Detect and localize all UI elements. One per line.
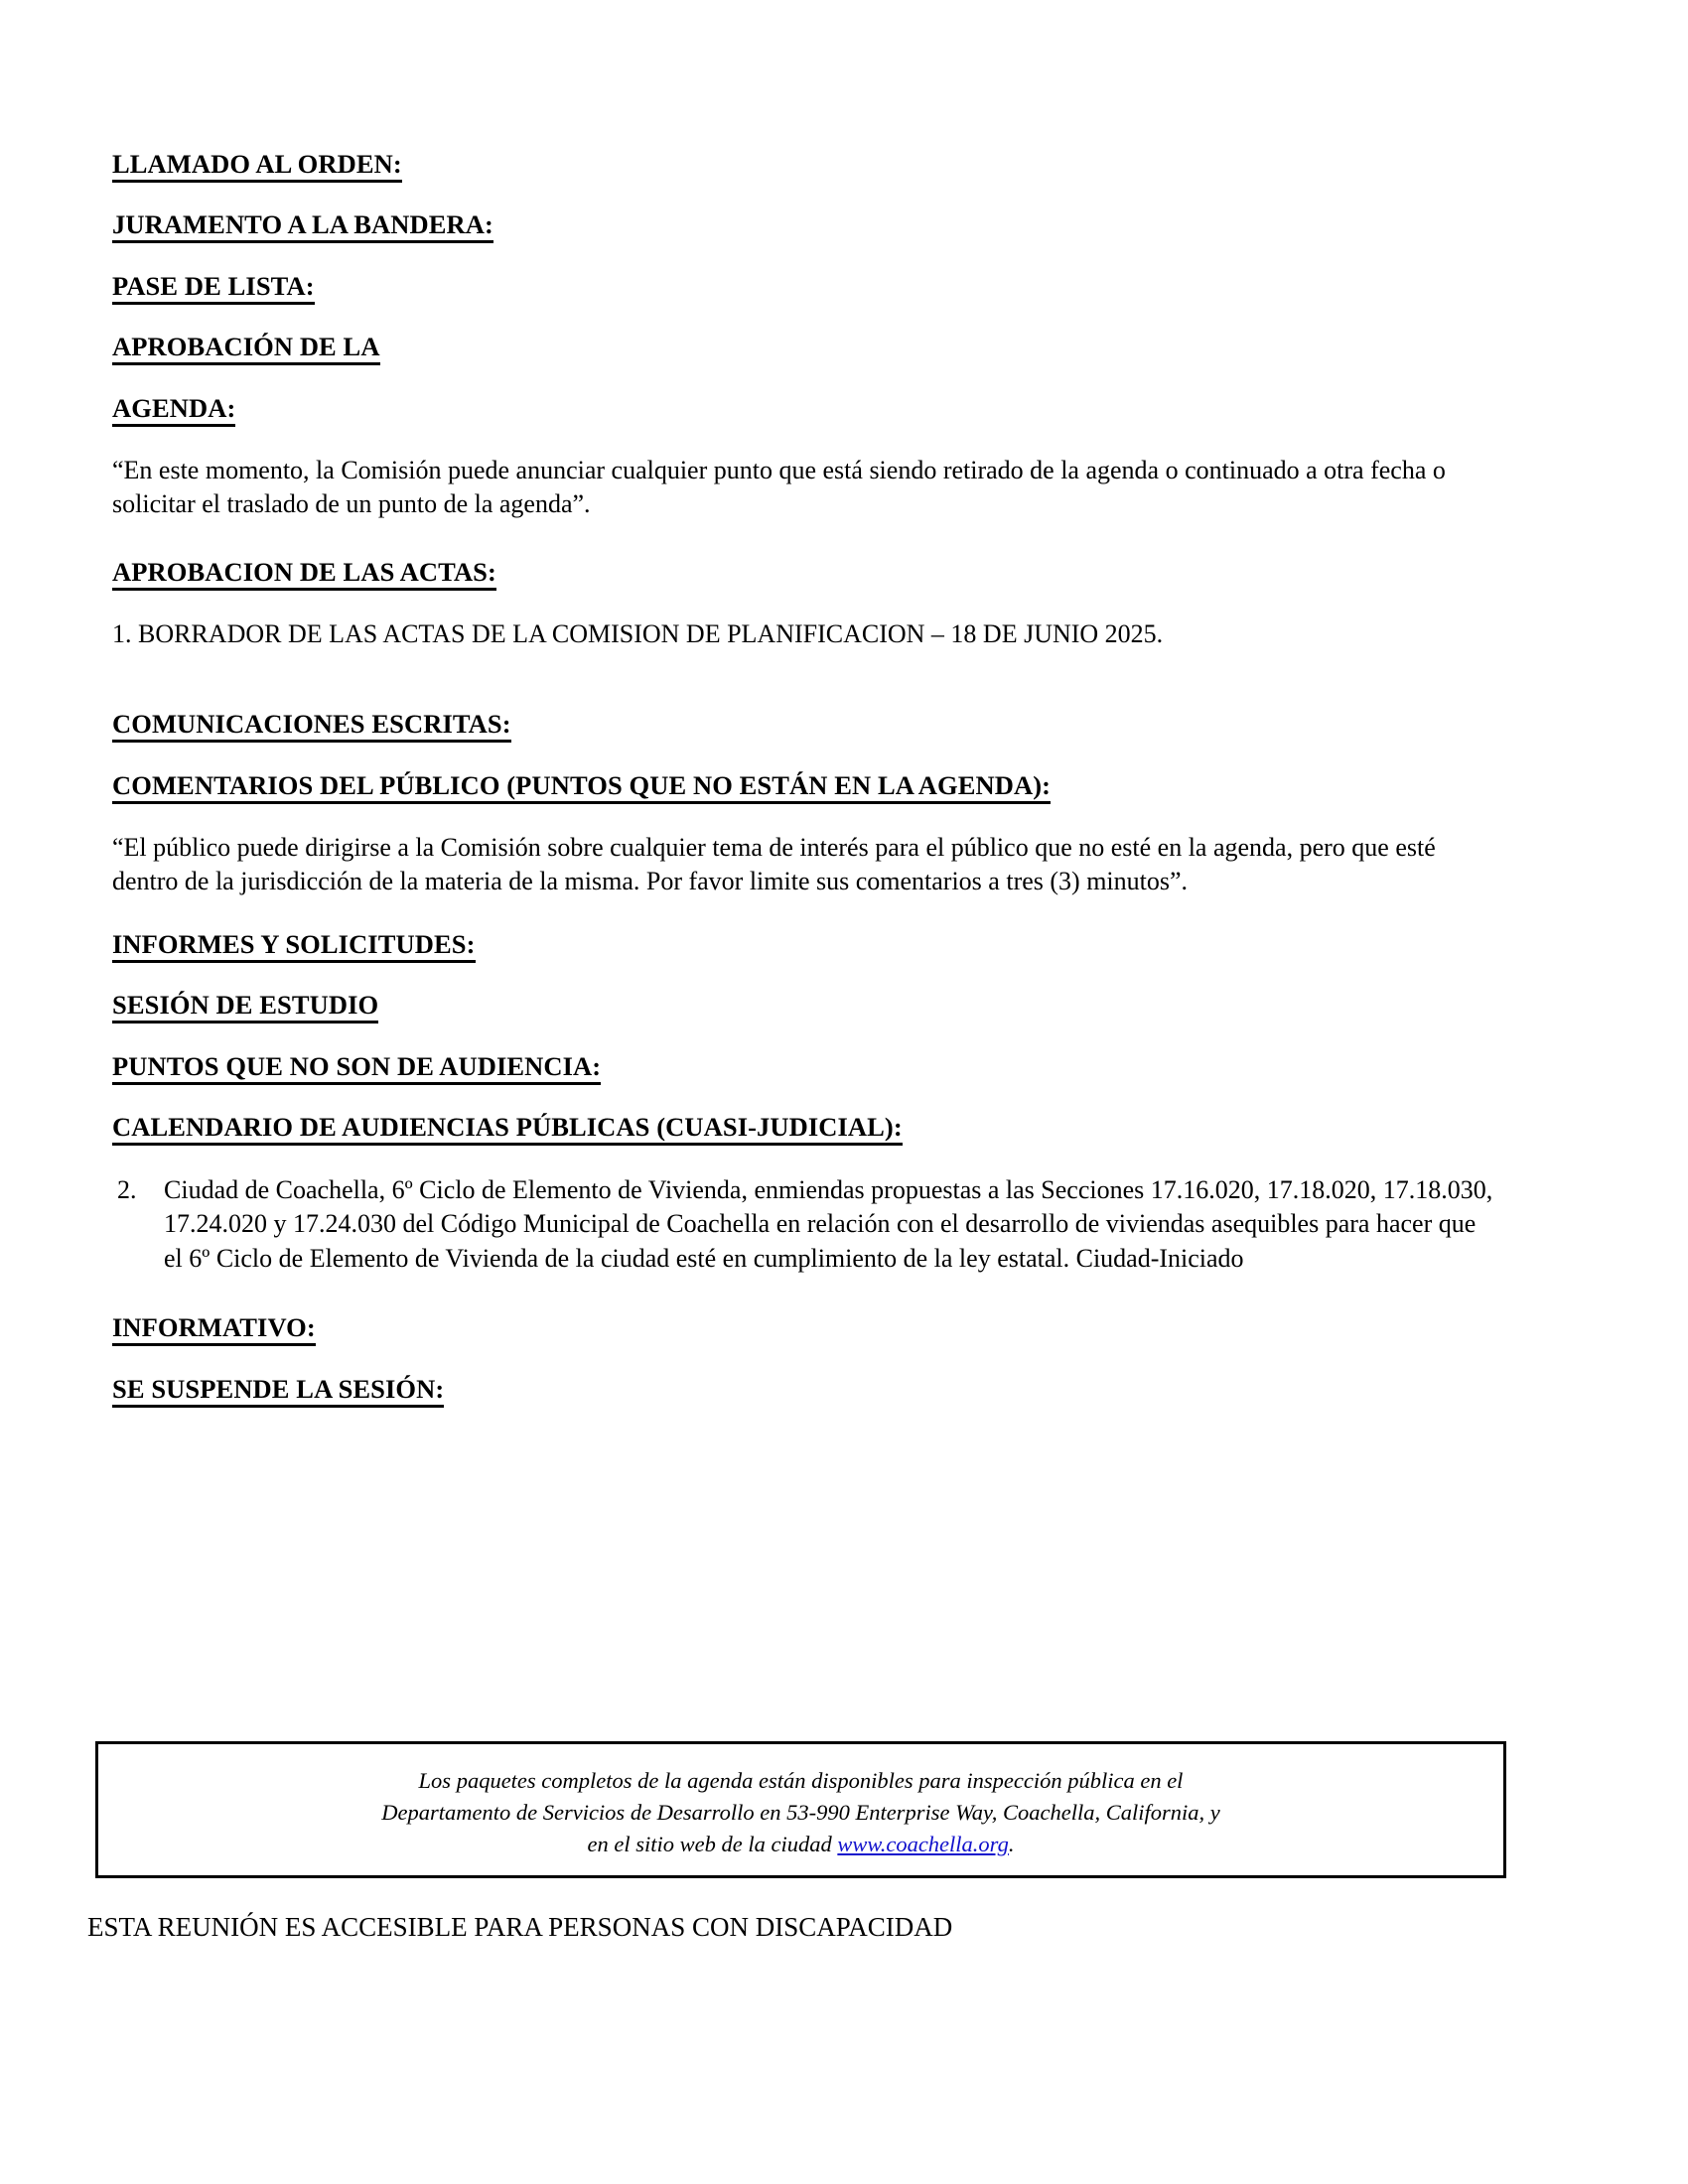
heading-puntos-que-no-son-de-audiencia-text: PUNTOS QUE NO SON DE AUDIENCIA: — [112, 1051, 601, 1085]
list-item-housing-element-text: Ciudad de Coachella, 6º Ciclo de Elemento de Vivienda, enmiendas propuestas a las Secciones 17.16.020, 17.18.020, 17.18.030, 17.24.020 y 17.24.030 del Código Municipal de Coachella en relación con el desarrollo de viviendas asequibles para hacer que el 6º Ciclo de Elemento de Vivienda de la ciudad esté en cumplimiento de la ley estatal. Ciudad-Iniciado — [164, 1174, 1493, 1273]
heading-informativo — [112, 1312, 1502, 1342]
heading-sesion-de-estudio — [112, 990, 1502, 1020]
list-item-housing-element — [112, 1173, 1499, 1277]
heading-calendario-de-audiencias-publicas-text: CALENDARIO DE AUDIENCIAS PÚBLICAS (CUASI-JUDICIAL): — [112, 1112, 903, 1146]
heading-calendario-de-audiencias-publicas — [112, 1112, 1502, 1142]
heading-pase-de-lista — [112, 271, 1502, 301]
paragraph-agenda-quote: “En este momento, la Comisión puede anunciar cualquier punto que está siendo retirado de la agenda o continuado a otra fecha o solicitar el traslado de un punto de la agenda”. — [112, 456, 1446, 519]
heading-juramento-a-la-bandera-text: JURAMENTO A LA BANDERA: — [112, 209, 493, 243]
heading-comunicaciones-escritas-text: COMUNICACIONES ESCRITAS: — [112, 709, 511, 743]
accessibility-notice: ESTA REUNIÓN ES ACCESIBLE PARA PERSONAS CON DISCAPACIDAD — [87, 1912, 953, 1942]
heading-se-suspende-la-sesion-text: SE SUSPENDE LA SESIÓN: — [112, 1374, 444, 1408]
agenda-packet-notice-box — [95, 1741, 1506, 1878]
heading-juramento-a-la-bandera — [112, 209, 1502, 239]
heading-aprobacion-de-las-actas — [112, 557, 1502, 587]
heading-puntos-que-no-son-de-audiencia — [112, 1051, 1502, 1081]
heading-llamado-al-orden-text: LLAMADO AL ORDEN: — [112, 149, 402, 183]
heading-agenda-text: AGENDA: — [112, 393, 235, 427]
city-website-link[interactable]: www.coachella.org — [837, 1831, 1009, 1856]
footer-notice-line-3-prefix: en el sitio web de la ciudad — [587, 1831, 838, 1856]
document-body — [112, 149, 1502, 1404]
heading-pase-de-lista-text: PASE DE LISTA: — [112, 271, 315, 305]
footer-notice-line-3-suffix: . — [1008, 1831, 1015, 1856]
heading-aprobacion-de-la — [112, 332, 1502, 361]
footer-notice-line-2: Departamento de Servicios de Desarrollo en 53-990 Enterprise Way, Coachella, California, y — [381, 1800, 1220, 1826]
heading-informativo-text: INFORMATIVO: — [112, 1312, 316, 1346]
list-item-marker: 2. — [117, 1174, 137, 1204]
list-item-minutes-draft: 1. BORRADOR DE LAS ACTAS DE LA COMISION DE PLANIFICACION – 18 DE JUNIO 2025. — [112, 619, 1164, 649]
paragraph-public-comment-quote: “El público puede dirigirse a la Comisión sobre cualquier tema de interés para el público que no esté en la agenda, pero que esté dentro de la jurisdicción de la materia de la misma. Por favor limite sus comentarios a tres (3) minutos”. — [112, 833, 1436, 895]
footer-notice-line-1: Los paquetes completos de la agenda están disponibles para inspección pública en el — [418, 1768, 1184, 1794]
heading-comentarios-del-publico — [112, 770, 1502, 800]
heading-aprobacion-de-las-actas-text: APROBACION DE LAS ACTAS: — [112, 557, 496, 591]
heading-comunicaciones-escritas — [112, 709, 1502, 739]
heading-se-suspende-la-sesion — [112, 1374, 1502, 1404]
heading-informes-y-solicitudes-text: INFORMES Y SOLICITUDES: — [112, 929, 476, 963]
heading-sesion-de-estudio-text: SESIÓN DE ESTUDIO — [112, 990, 378, 1024]
heading-informes-y-solicitudes — [112, 929, 1502, 959]
heading-comentarios-del-publico-text: COMENTARIOS DEL PÚBLICO (PUNTOS QUE NO ESTÁN EN LA AGENDA): — [112, 770, 1051, 804]
heading-aprobacion-de-la-text: APROBACIÓN DE LA — [112, 332, 380, 365]
footer-notice-line-3 — [588, 1829, 1015, 1860]
heading-llamado-al-orden — [112, 149, 1502, 179]
heading-agenda — [112, 393, 1502, 423]
